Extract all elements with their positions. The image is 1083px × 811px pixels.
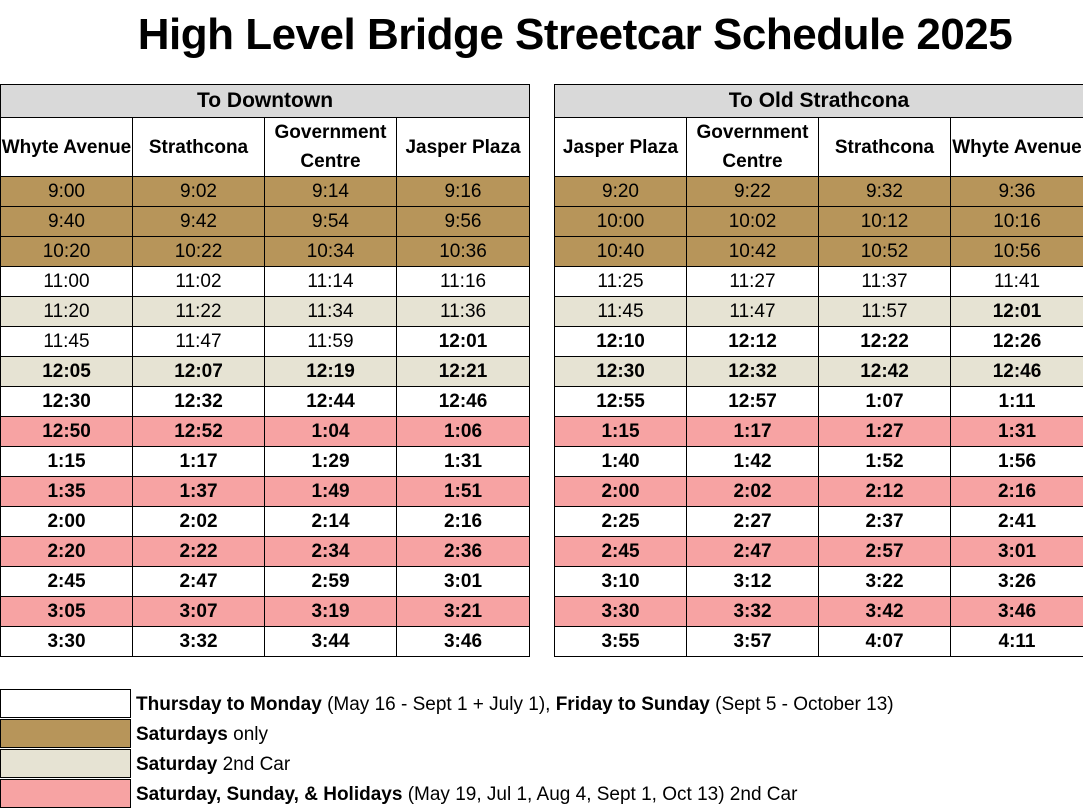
time-cell: 10:40 <box>555 237 687 267</box>
time-cell: 3:57 <box>687 627 819 657</box>
time-cell: 3:46 <box>397 627 530 657</box>
time-cell: 1:04 <box>265 417 397 447</box>
time-cell: 9:20 <box>555 177 687 207</box>
time-cell: 2:16 <box>951 477 1083 507</box>
time-cell: 3:46 <box>951 597 1083 627</box>
schedule-row <box>1 417 530 447</box>
time-cell: 12:55 <box>555 387 687 417</box>
time-cell: 1:42 <box>687 447 819 477</box>
time-cell: 12:26 <box>951 327 1083 357</box>
schedule-row <box>555 477 1083 507</box>
schedule-row <box>1 627 530 657</box>
time-cell: 9:22 <box>687 177 819 207</box>
column-header: Jasper Plaza <box>397 118 530 177</box>
time-cell: 3:26 <box>951 567 1083 597</box>
time-cell: 9:42 <box>133 207 265 237</box>
time-cell: 11:14 <box>265 267 397 297</box>
legend-swatch <box>0 749 131 778</box>
time-cell: 12:01 <box>397 327 530 357</box>
legend-swatch <box>0 719 131 748</box>
time-cell: 12:52 <box>133 417 265 447</box>
time-cell: 3:19 <box>265 597 397 627</box>
schedule-row <box>1 447 530 477</box>
time-cell: 4:07 <box>819 627 951 657</box>
time-cell: 1:29 <box>265 447 397 477</box>
time-cell: 3:05 <box>1 597 133 627</box>
schedule-row <box>1 477 530 507</box>
time-cell: 10:16 <box>951 207 1083 237</box>
time-cell: 10:36 <box>397 237 530 267</box>
legend-text-part: Thursday to Monday <box>136 694 322 715</box>
legend-text-part: Saturday, Sunday, & Holidays <box>136 784 402 805</box>
time-cell: 1:31 <box>951 417 1083 447</box>
time-cell: 9:36 <box>951 177 1083 207</box>
time-cell: 1:06 <box>397 417 530 447</box>
page-title: High Level Bridge Streetcar Schedule 2025 <box>0 8 1083 62</box>
schedule-row <box>1 267 530 297</box>
time-cell: 11:22 <box>133 297 265 327</box>
time-cell: 1:52 <box>819 447 951 477</box>
time-cell: 3:30 <box>555 597 687 627</box>
legend-text-part: Saturdays <box>136 724 228 745</box>
time-cell: 2:37 <box>819 507 951 537</box>
time-cell: 1:51 <box>397 477 530 507</box>
schedule-row <box>1 207 530 237</box>
time-cell: 2:16 <box>397 507 530 537</box>
time-cell: 10:12 <box>819 207 951 237</box>
time-cell: 10:42 <box>687 237 819 267</box>
time-cell: 9:00 <box>1 177 133 207</box>
time-cell: 12:50 <box>1 417 133 447</box>
time-cell: 12:30 <box>1 387 133 417</box>
time-cell: 2:00 <box>555 477 687 507</box>
time-cell: 2:34 <box>265 537 397 567</box>
time-cell: 11:45 <box>555 297 687 327</box>
schedule-row <box>555 177 1083 207</box>
time-cell: 3:44 <box>265 627 397 657</box>
schedule-row <box>1 237 530 267</box>
time-cell: 11:47 <box>133 327 265 357</box>
time-cell: 2:00 <box>1 507 133 537</box>
time-cell: 3:32 <box>133 627 265 657</box>
time-cell: 11:59 <box>265 327 397 357</box>
time-cell: 11:34 <box>265 297 397 327</box>
legend-item <box>0 689 1083 719</box>
schedule-row <box>1 567 530 597</box>
time-cell: 3:32 <box>687 597 819 627</box>
time-cell: 12:19 <box>265 357 397 387</box>
time-cell: 11:20 <box>1 297 133 327</box>
time-cell: 10:56 <box>951 237 1083 267</box>
to-old-strathcona-heading: To Old Strathcona <box>555 85 1083 118</box>
time-cell: 1:56 <box>951 447 1083 477</box>
to-downtown-heading: To Downtown <box>1 85 530 118</box>
time-cell: 1:37 <box>133 477 265 507</box>
time-cell: 2:27 <box>687 507 819 537</box>
time-cell: 2:14 <box>265 507 397 537</box>
column-header: Whyte Avenue <box>951 118 1083 177</box>
column-header: Government Centre <box>687 118 819 177</box>
time-cell: 1:15 <box>555 417 687 447</box>
time-cell: 3:21 <box>397 597 530 627</box>
time-cell: 2:12 <box>819 477 951 507</box>
to-old-strathcona-table <box>554 84 1083 657</box>
legend-swatch <box>0 779 131 808</box>
schedule-row <box>555 417 1083 447</box>
time-cell: 1:31 <box>397 447 530 477</box>
time-cell: 12:30 <box>555 357 687 387</box>
schedule-row <box>555 567 1083 597</box>
time-cell: 2:59 <box>265 567 397 597</box>
time-cell: 1:27 <box>819 417 951 447</box>
time-cell: 11:37 <box>819 267 951 297</box>
to-downtown-table <box>0 84 530 657</box>
time-cell: 2:45 <box>555 537 687 567</box>
schedule-row <box>1 387 530 417</box>
time-cell: 12:21 <box>397 357 530 387</box>
time-cell: 10:02 <box>687 207 819 237</box>
legend-text-part: Saturday <box>136 754 217 775</box>
time-cell: 10:52 <box>819 237 951 267</box>
time-cell: 1:07 <box>819 387 951 417</box>
time-cell: 3:12 <box>687 567 819 597</box>
time-cell: 2:47 <box>687 537 819 567</box>
schedule-row <box>555 507 1083 537</box>
schedule-row <box>555 537 1083 567</box>
schedule-row <box>555 597 1083 627</box>
time-cell: 11:57 <box>819 297 951 327</box>
time-cell: 12:10 <box>555 327 687 357</box>
schedule-row <box>555 627 1083 657</box>
time-cell: 3:01 <box>951 537 1083 567</box>
schedule-row <box>555 447 1083 477</box>
schedule-row <box>555 207 1083 237</box>
time-cell: 10:22 <box>133 237 265 267</box>
schedule-row <box>1 177 530 207</box>
time-cell: 11:16 <box>397 267 530 297</box>
time-cell: 11:45 <box>1 327 133 357</box>
time-cell: 2:45 <box>1 567 133 597</box>
time-cell: 12:46 <box>397 387 530 417</box>
time-cell: 2:57 <box>819 537 951 567</box>
schedule-row <box>555 387 1083 417</box>
time-cell: 12:05 <box>1 357 133 387</box>
column-header: Whyte Avenue <box>1 118 133 177</box>
legend-text-part: Friday to Sunday <box>556 694 710 715</box>
time-cell: 12:57 <box>687 387 819 417</box>
schedule-row <box>1 537 530 567</box>
time-cell: 12:01 <box>951 297 1083 327</box>
time-cell: 11:41 <box>951 267 1083 297</box>
time-cell: 2:20 <box>1 537 133 567</box>
time-cell: 1:17 <box>133 447 265 477</box>
time-cell: 12:22 <box>819 327 951 357</box>
time-cell: 12:12 <box>687 327 819 357</box>
column-header: Strathcona <box>819 118 951 177</box>
legend-text-part: (Sept 5 - October 13) <box>710 694 894 715</box>
time-cell: 11:25 <box>555 267 687 297</box>
time-cell: 3:10 <box>555 567 687 597</box>
schedule-row <box>1 507 530 537</box>
time-cell: 10:34 <box>265 237 397 267</box>
time-cell: 1:49 <box>265 477 397 507</box>
time-cell: 11:00 <box>1 267 133 297</box>
time-cell: 2:36 <box>397 537 530 567</box>
time-cell: 9:16 <box>397 177 530 207</box>
legend <box>0 689 1083 809</box>
time-cell: 12:44 <box>265 387 397 417</box>
time-cell: 9:32 <box>819 177 951 207</box>
time-cell: 12:42 <box>819 357 951 387</box>
time-cell: 2:47 <box>133 567 265 597</box>
schedule-row <box>555 357 1083 387</box>
legend-text <box>136 779 797 809</box>
legend-item <box>0 779 1083 809</box>
legend-text <box>136 689 894 719</box>
time-cell: 2:22 <box>133 537 265 567</box>
time-cell: 10:20 <box>1 237 133 267</box>
time-cell: 3:42 <box>819 597 951 627</box>
time-cell: 11:47 <box>687 297 819 327</box>
legend-text <box>136 749 290 779</box>
legend-text-part: 2nd Car <box>217 754 290 775</box>
time-cell: 10:00 <box>555 207 687 237</box>
schedule-row <box>1 297 530 327</box>
time-cell: 1:15 <box>1 447 133 477</box>
schedule-row <box>1 597 530 627</box>
time-cell: 9:40 <box>1 207 133 237</box>
legend-item <box>0 719 1083 749</box>
time-cell: 11:02 <box>133 267 265 297</box>
time-cell: 12:32 <box>133 387 265 417</box>
column-header: Strathcona <box>133 118 265 177</box>
legend-text-part: (May 16 - Sept 1 + July 1), <box>322 694 556 715</box>
time-cell: 1:11 <box>951 387 1083 417</box>
time-cell: 2:02 <box>133 507 265 537</box>
schedule-row <box>555 267 1083 297</box>
legend-item <box>0 749 1083 779</box>
time-cell: 1:40 <box>555 447 687 477</box>
time-cell: 12:32 <box>687 357 819 387</box>
time-cell: 9:02 <box>133 177 265 207</box>
column-header: Government Centre <box>265 118 397 177</box>
time-cell: 2:25 <box>555 507 687 537</box>
time-cell: 3:01 <box>397 567 530 597</box>
time-cell: 2:02 <box>687 477 819 507</box>
time-cell: 3:30 <box>1 627 133 657</box>
time-cell: 9:14 <box>265 177 397 207</box>
time-cell: 3:07 <box>133 597 265 627</box>
time-cell: 2:41 <box>951 507 1083 537</box>
time-cell: 1:17 <box>687 417 819 447</box>
legend-text-part: only <box>228 724 268 745</box>
legend-swatch <box>0 689 131 718</box>
schedule-row <box>555 327 1083 357</box>
schedule-row <box>1 327 530 357</box>
column-header: Jasper Plaza <box>555 118 687 177</box>
time-cell: 1:35 <box>1 477 133 507</box>
schedule-row <box>555 297 1083 327</box>
time-cell: 12:07 <box>133 357 265 387</box>
time-cell: 3:22 <box>819 567 951 597</box>
time-cell: 3:55 <box>555 627 687 657</box>
time-cell: 9:56 <box>397 207 530 237</box>
time-cell: 4:11 <box>951 627 1083 657</box>
time-cell: 11:36 <box>397 297 530 327</box>
legend-text-part: (May 19, Jul 1, Aug 4, Sept 1, Oct 13) 2nd Car <box>402 784 797 805</box>
time-cell: 11:27 <box>687 267 819 297</box>
legend-text <box>136 719 268 749</box>
schedule-row <box>555 237 1083 267</box>
time-cell: 12:46 <box>951 357 1083 387</box>
schedule-row <box>1 357 530 387</box>
time-cell: 9:54 <box>265 207 397 237</box>
